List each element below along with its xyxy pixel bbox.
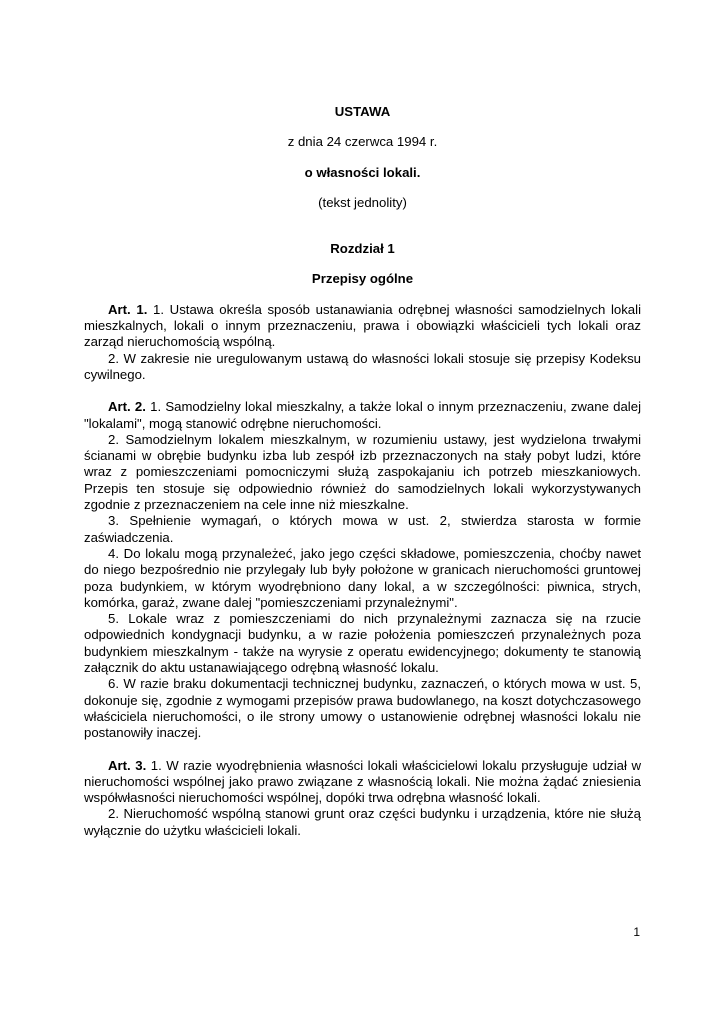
article-paragraph: 5. Lokale wraz z pomieszczeniami do nich przynależnymi zaznacza się na rzucie odpowiednich kondygnacji budynku, a w razie położenia pomieszczeń przynależnych poza budynkiem mieszkalnym - także na wyrysie z operatu ewidencyjnego; dokumenty te stanowią załącznik do aktu ustanawiającego odrębną własność lokalu. bbox=[84, 611, 641, 676]
chapter-heading: Rozdział 1 bbox=[330, 241, 395, 257]
page-number: 1 bbox=[633, 925, 640, 939]
act-type-heading: USTAWA bbox=[334, 104, 391, 119]
article-paragraph: 2. W zakresie nie uregulowanym ustawą do własności lokali stosuje się przepisy Kodeksu cywilnego. bbox=[84, 350, 641, 382]
article-2 bbox=[84, 399, 641, 741]
article-paragraph: 3. Spełnienie wymagań, o których mowa w ust. 2, stwierdza starosta w formie zaświadczenia. bbox=[84, 513, 641, 545]
article-paragraph: Art. 1. 1. Ustawa określa sposób ustanawiania odrębnej własności samodzielnych lokali mieszkalnych, lokali o innym przeznaczeniu, prawa i obowiązki właścicieli tych lokali oraz zarząd nieruchomością wspólną. bbox=[84, 301, 642, 350]
article-3 bbox=[84, 758, 641, 839]
article-paragraph: 2. Samodzielnym lokalem mieszkalnym, w rozumieniu ustawy, jest wydzielona trwałymi ścianami w obrębie budynku izba lub zespół izb przeznaczonych na stały pobyt ludzi, które wraz z pomieszczeniami pomocniczymi służą zaspokajaniu ich potrzeb mieszkaniowych. Przepis ten stosuje się odpowiednio również do samodzielnych lokali wykorzystywanych zgodnie z przeznaczeniem na cele inne niż mieszkalne. bbox=[84, 431, 641, 513]
article-paragraph: 2. Nieruchomość wspólną stanowi grunt oraz części budynku i urządzenia, które nie służą wyłącznie do użytku właścicieli lokali. bbox=[84, 806, 641, 838]
article-label: Art. 2. bbox=[108, 399, 146, 415]
article-label: Art. 3. bbox=[108, 757, 147, 773]
article-paragraph: Art. 2. 1. Samodzielny lokal mieszkalny, a także lokal o innym przeznaczeniu, zwane dalej "lokalami", mogą stanowić odrębne nieruchomości. bbox=[84, 399, 641, 431]
article-paragraph: 4. Do lokalu mogą przynależeć, jako jego części składowe, pomieszczenia, choćby nawet do niego bezpośrednio nie przylegały lub były położone w granicach nieruchomości gruntowej poza budynkiem, w którym wyodrębniono dany lokal, a w szczególności: piwnica, strych, komórka, garaż, zwane dalej "pomieszczeniami przynależnymi". bbox=[84, 545, 641, 610]
act-note: (tekst jednolity) bbox=[318, 194, 407, 210]
article-label: Art. 1. bbox=[108, 301, 148, 317]
article-paragraph: Art. 3. 1. W razie wyodrębnienia własności lokali właścicielowi lokalu przysługuje udział w nieruchomości wspólnej jako prawo związane z własnością lokali. Nie można żądać zniesienia współwłasności nieruchomości wspólnej, dopóki trwa odrębna własność lokali. bbox=[84, 757, 641, 806]
document-page bbox=[84, 104, 641, 839]
act-subject: o własności lokali. bbox=[304, 164, 421, 180]
act-date: z dnia 24 czerwca 1994 r. bbox=[287, 134, 438, 150]
article-paragraph: 6. W razie braku dokumentacji technicznej budynku, zaznaczeń, o których mowa w ust. 5, dokonuje się, zgodnie z wymogami przepisów prawa budowlanego, na koszt dotychczasowego właściciela nieruchomości, o ile strony umowy o ustanowienie odrębnej własności lokalu nie postanowiły inaczej. bbox=[84, 676, 641, 741]
article-1 bbox=[84, 302, 641, 383]
chapter-title: Przepisy ogólne bbox=[311, 271, 414, 287]
